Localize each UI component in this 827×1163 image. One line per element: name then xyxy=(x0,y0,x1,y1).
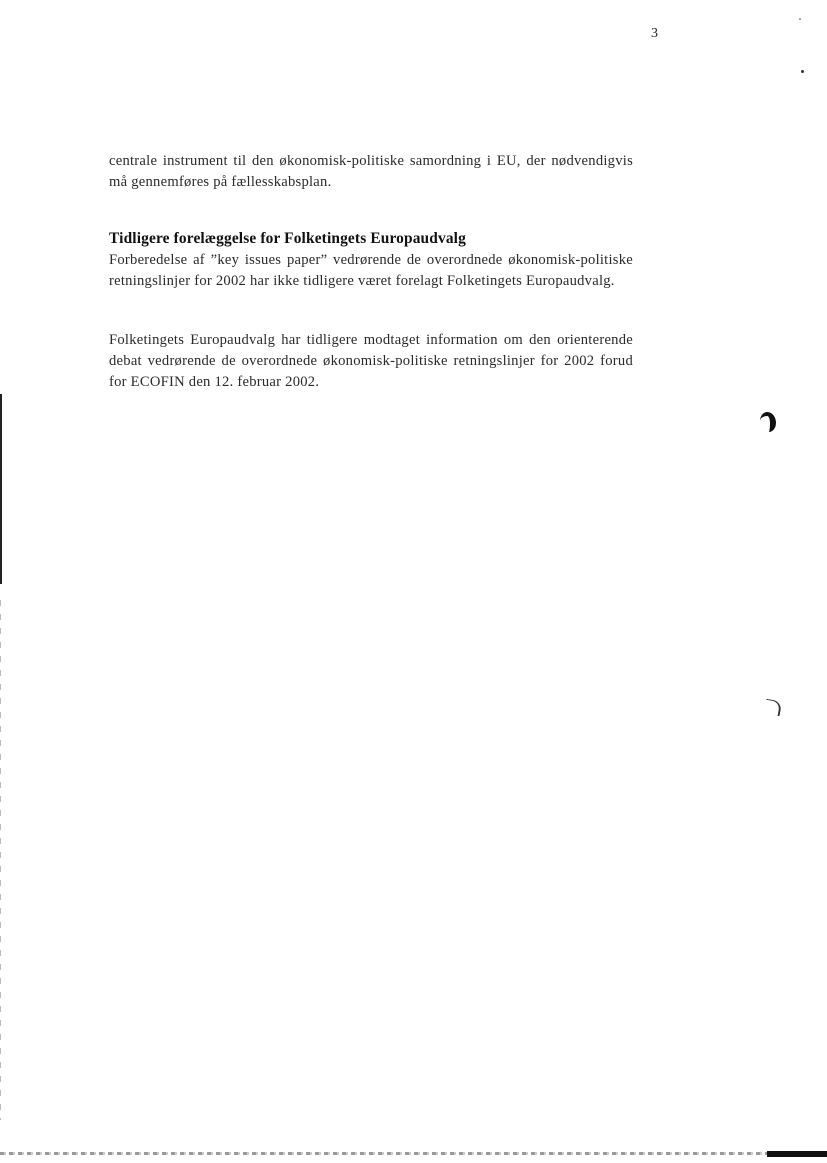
paragraph-text: Forberedelse af ”key issues paper” vedrørende de overordnede økonomisk-politiske retningslinjer for 2002 har ikke tidligere været forelagt Folketingets Europaudvalg. xyxy=(109,252,633,289)
punch-hole-mark-icon xyxy=(760,412,776,432)
punch-hole-mark-icon xyxy=(764,699,782,717)
paragraph-text: Folketingets Europaudvalg har tidligere modtaget information om den orienterende debat vedrørende de overordnede økonomisk-politiske retningslinjer for 2002 forud for ECOFIN den 12. februar 2002. xyxy=(109,332,633,390)
scan-speck xyxy=(799,18,801,20)
scan-bottom-corner xyxy=(767,1151,827,1157)
body-paragraph-forelaeggelse xyxy=(109,250,633,292)
scan-edge-shadow xyxy=(0,394,2,584)
body-paragraph-information xyxy=(109,330,633,393)
scan-edge-faint xyxy=(0,600,1,1120)
page-number: 3 xyxy=(651,26,658,41)
body-paragraph-continuation xyxy=(109,151,633,193)
section-heading: Tidligere forelæggelse for Folketingets Europaudvalg xyxy=(109,230,466,247)
scan-speck xyxy=(801,70,804,73)
scan-bottom-edge xyxy=(0,1152,827,1155)
paragraph-text: centrale instrument til den økonomisk-politiske samordning i EU, der nødvendigvis må gennemføres på fællesskabsplan. xyxy=(109,153,633,190)
